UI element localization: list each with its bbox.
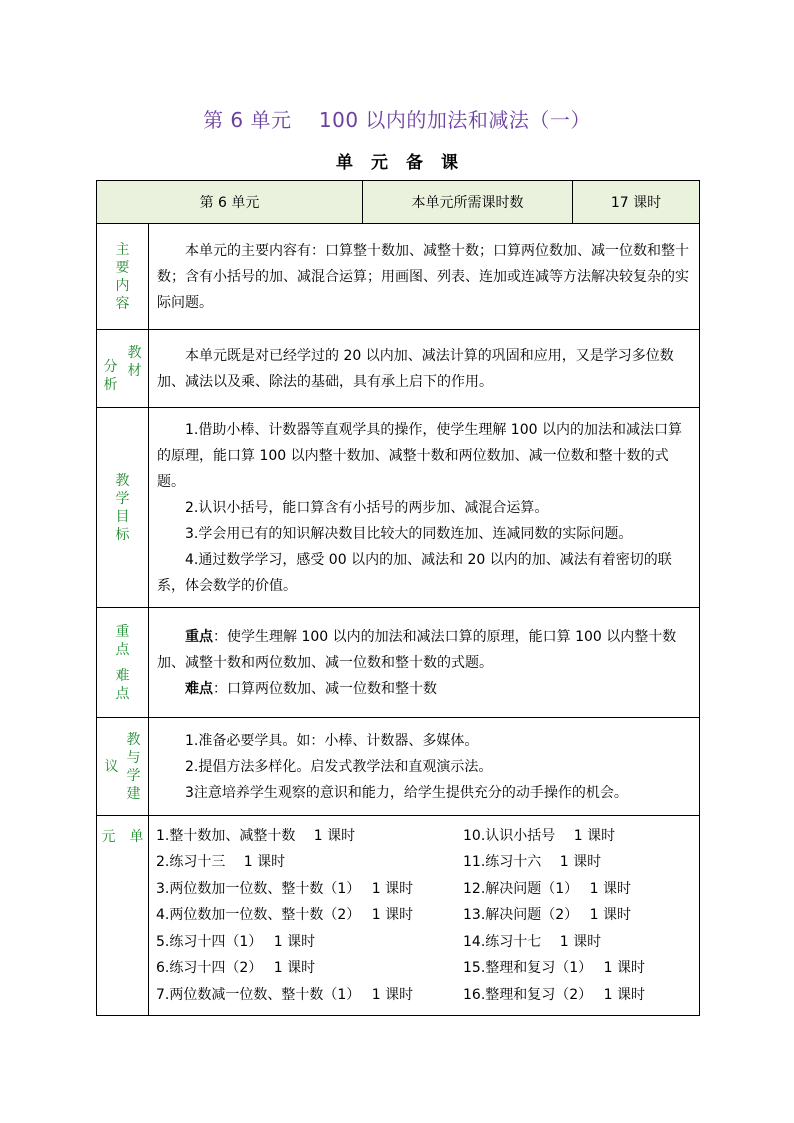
lesson-item: 16.整理和复习（2） 1 课时 (463, 986, 645, 1003)
hours-value: 17 课时 (573, 181, 700, 224)
goal-item: 4.通过数学学习，感受 00 以内的加、减法和 20 以内的加、减法有着密切的联系，体会数学的价值。 (157, 551, 672, 594)
lesson-item: 13.解决问题（2） 1 课时 (463, 907, 631, 924)
difficult-point-label: 难点 (185, 680, 213, 697)
goal-item: 1.借助小棒、计数器等直观学具的操作，使学生理解 100 以内的加法和减法口算的原理，能口算 100 以内整十数加、减整十数和两位数加、减一位数和整十数的式题。 (157, 421, 682, 490)
document-subtitle: 单元备课 (336, 153, 476, 173)
analysis-row (97, 330, 700, 408)
unit-number: 第 6 单元 (97, 181, 363, 224)
suggestions-label: 议 教 与 学 建 (97, 718, 149, 816)
lesson-item: 2.练习十三 1 课时 (156, 854, 286, 871)
lesson-item: 1.整十数加、减整十数 1 课时 (156, 827, 356, 844)
suggestion-item: 2.提倡方法多样化。启发式教学法和直观演示法。 (185, 758, 493, 775)
main-content-label: 主 要 内 容 (97, 224, 149, 330)
lesson-item: 5.练习十四（1） 1 课时 (156, 933, 316, 950)
lesson-item: 11.练习十六 1 课时 (463, 854, 602, 871)
suggestions-row (97, 718, 700, 816)
goals-label: 教 学 目 标 (97, 408, 149, 608)
key-points-text (149, 608, 700, 718)
suggestion-item: 3注意培养学生观察的意识和能力，给学生提供充分的动手操作的机会。 (185, 784, 628, 801)
suggestions-list (149, 718, 700, 816)
lesson-item: 14.练习十七 1 课时 (463, 933, 602, 950)
lesson-item: 10.认识小括号 1 课时 (463, 827, 616, 844)
goals-list (149, 408, 700, 608)
suggestion-item: 1.准备必要学具。如：小棒、计数器、多媒体。 (185, 732, 479, 749)
lesson-item: 3.两位数加一位数、整十数（1） 1 课时 (156, 880, 414, 897)
lesson-item: 4.两位数加一位数、整十数（2） 1 课时 (156, 907, 414, 924)
lesson-item: 6.练习十四（2） 1 课时 (156, 960, 316, 977)
key-point-text: ：使学生理解 100 以内的加法和减法口算的原理，能口算 100 以内整十数加、减整十数和两位数加、减一位数和整十数的式题。 (157, 628, 677, 671)
goals-row (97, 408, 700, 608)
goal-item: 2.认识小括号，能口算含有小括号的两步加、减混合运算。 (185, 499, 549, 516)
unit-plan-table (96, 180, 700, 1016)
hours-label: 本单元所需课时数 (363, 181, 573, 224)
units-row (97, 816, 700, 1016)
key-point-label: 重点 (185, 628, 213, 645)
lesson-schedule (149, 816, 700, 1016)
analysis-text: 本单元既是对已经学过的 20 以内加、减法计算的巩固和应用，又是学习多位数加、减法以及乘、除法的基础，具有承上启下的作用。 (149, 330, 700, 408)
main-content-row (97, 224, 700, 330)
header-row (97, 181, 700, 224)
lesson-item: 7.两位数减一位数、整十数（1） 1 课时 (156, 986, 414, 1003)
difficult-point-text: ：口算两位数加、减一位数和整十数 (213, 680, 437, 697)
main-content-text: 本单元的主要内容有：口算整十数加、减整十数；口算两位数加、减一位数和整十数；含有小括号的加、减混合运算；用画图、列表、连加或连减等方法解决较复杂的实际问题。 (149, 224, 700, 330)
lesson-item: 12.解决问题（1） 1 课时 (463, 880, 631, 897)
document-title: 第 6 单元 100 以内的加法和减法（一） (203, 108, 591, 132)
lesson-item: 15.整理和复习（1） 1 课时 (463, 960, 645, 977)
goal-item: 3.学会用已有的知识解决数目比较大的同数连加、连减同数的实际问题。 (185, 525, 633, 542)
units-label: 元 单 (97, 816, 149, 1016)
key-points-label: 重 点 难 点 (97, 608, 149, 718)
analysis-label: 分 析 教 材 (97, 330, 149, 408)
key-points-row (97, 608, 700, 718)
